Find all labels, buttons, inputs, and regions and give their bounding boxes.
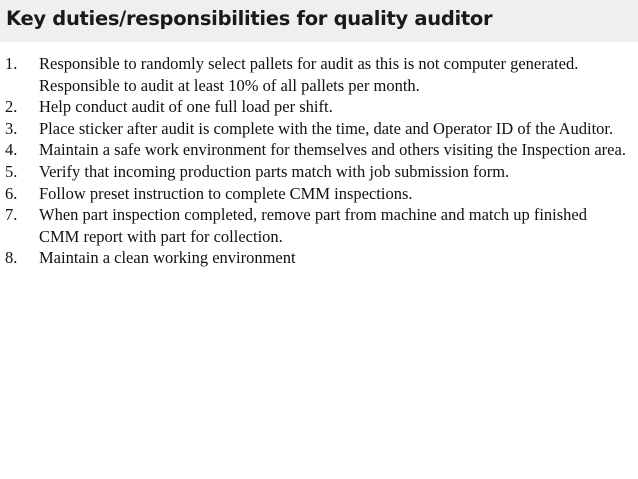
- list-item: [0, 118, 630, 140]
- list-item-number: 1.: [5, 54, 18, 73]
- list-item: [0, 53, 630, 96]
- list-item-number: 8.: [5, 248, 18, 268]
- list-item-text: Follow preset instruction to complete CMM inspections.: [39, 183, 413, 203]
- list-item-text: Maintain a clean working environment: [39, 248, 296, 268]
- list-item-number: 2.: [5, 97, 18, 117]
- list-item: [0, 183, 630, 205]
- list-item-text: When part inspection completed, remove part from machine and match up finished CMM report with part for collection.: [39, 205, 587, 246]
- list-item-text: Place sticker after audit is complete with the time, date and Operator ID of the Auditor.: [39, 118, 614, 138]
- duties-list: [0, 53, 630, 269]
- list-item-text: Maintain a safe work environment for themselves and others visiting the Inspection area.: [39, 140, 626, 160]
- list-item-number: 7.: [5, 205, 18, 225]
- title-bar: [0, 0, 638, 42]
- list-item-number: 3.: [5, 118, 18, 138]
- list-item: [0, 139, 630, 161]
- list-item: [0, 204, 630, 247]
- list-item: [0, 247, 630, 269]
- list-item: [0, 96, 630, 118]
- list-item-text: Responsible to randomly select pallets for audit as this is not computer generated. Responsible to audit at least 10% of all pallets per month.: [39, 54, 579, 95]
- list-item-number: 4.: [5, 140, 18, 160]
- list-item-number: 6.: [5, 183, 18, 203]
- list-item-number: 5.: [5, 161, 18, 181]
- list-item-text: Verify that incoming production parts match with job submission form.: [39, 161, 510, 181]
- page-title: Key duties/responsibilities for quality auditor: [6, 7, 493, 30]
- list-item-text: Help conduct audit of one full load per shift.: [39, 97, 333, 117]
- list-item: [0, 161, 630, 183]
